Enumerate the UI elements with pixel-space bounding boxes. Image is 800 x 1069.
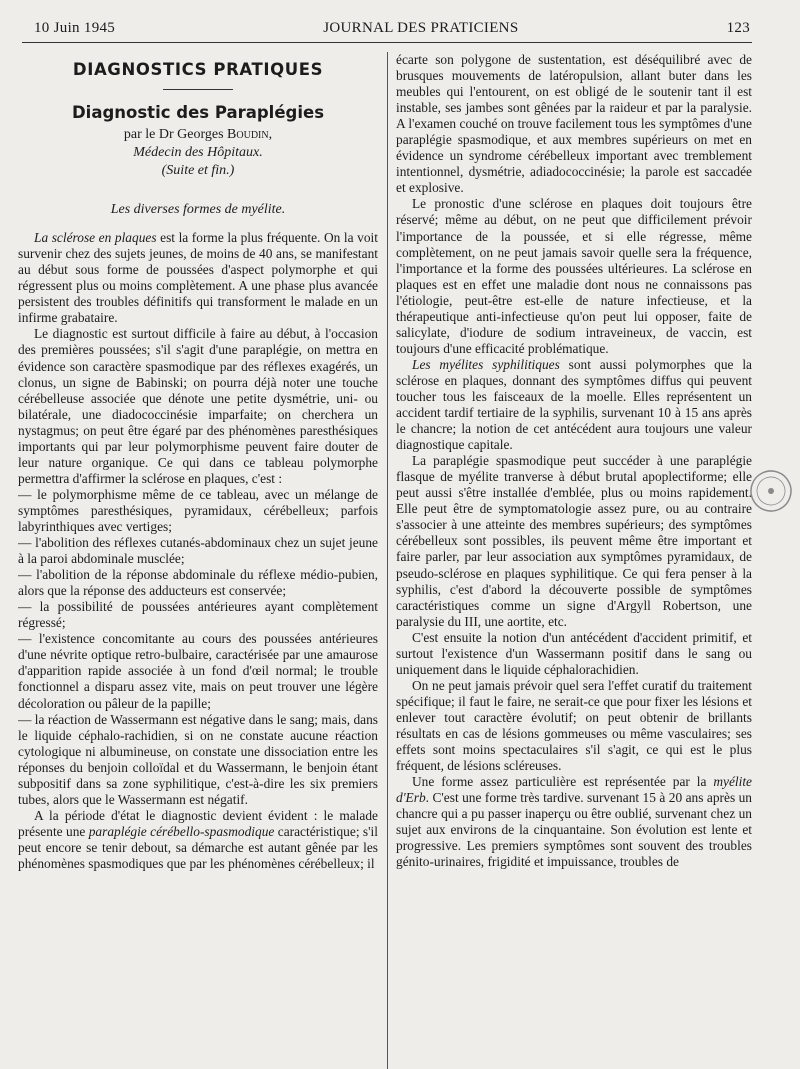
author-title: Médecin des Hôpitaux.	[133, 145, 263, 161]
list-item: — l'existence concomitante au cours des poussées antérieures d'une névrite optique retro-bulbaire, caractérisée par une amaurose d'apparition rapide associée à un fond d'œil normal; le trouble fonctionnel a disparu assez vite, mais on peut trouver une légère décoloration ou pâleur de la papille;	[18, 631, 378, 711]
paragraph: Le pronostic d'une sclérose en plaques doit toujours être réservé; même au début, on ne peut que difficilement prévoir l'importance de la poussée, et si elle régresse, même complètement, on ne peut jamais savoir quelle sera la fréquence, l'importance et la forme des poussées ultérieures. La sclérose en plaques est en effet une maladie dont nous ne connaissons pas l'étiologie, peut-être est-elle de nature infectieuse, et la thérapeutique anti-infectieuse qu'on peut lui opposer, faite de salicylate, d'iodure de sodium intraveineux, de vaccin, est toujours d'une efficacité problématique.	[396, 196, 752, 356]
author-name: Boudin	[227, 127, 269, 143]
paragraph: écarte son polygone de sustentation, est déséquilibré avec de brusques mouvements de latéropulsion, allant buter dans les meubles qui l'entourent, on est obligé de le soutenir tant il est instable, ses jambes sont gênées par la raideur et par la paralysie. A l'examen couché on trouve facilement tous les symptômes d'une paraplégie spasmodique, et aux membres supérieurs on met en évidence un syndrome cérébelleux important avec tremblement intentionnel, dysmétrie, adiadococcinésie; la parole est saccadée et explosive.	[396, 52, 752, 196]
paragraph: La sclérose en plaques est la forme la plus fréquente. On la voit survenir chez des sujets jeunes, de moins de 40 ans, se manifestant au début sous forme de poussées d'aspect polymorphe et qui régressent plus ou moins complètement. A une phase plus avancée persistent des troubles définitifs qui transforment le malade en un infirme grabataire.	[18, 230, 378, 326]
paragraph: Le diagnostic est surtout difficile à faire au début, à l'occasion des premières poussées; s'il s'agit d'une paraplégie, on mettra en évidence son caractère spasmodique par des réflexes exagérés, un clonus, un signe de Babinski; on pourra déjà noter une touche cérébelleuse associée que dénote une petite dysmétrie, uni- ou bilatérale, une diadococcinésie imparfaite; on cherchera un nystagmus; on peut être égaré par des phénomènes paresthésiques importants qui par leur polymorphisme peuvent faire douter de leur nature organique. Ce qui dans ce tableau polymorphe permettra d'affirmer la sclérose en plaques, c'est :	[18, 326, 378, 486]
list-item: — l'abolition des réflexes cutanés-abdominaux chez un sujet jeune à la paroi abdominale musclée;	[18, 535, 378, 567]
journal-title: JOURNAL DES PRATICIENS	[323, 19, 519, 36]
list-item: — la possibilité de poussées antérieures ayant complètement régressé;	[18, 599, 378, 631]
article-title: Diagnostic des Paraplégies	[71, 103, 325, 123]
paragraph: A la période d'état le diagnostic devient évident : le malade présente une paraplégie cérébello-spasmodique caractéristique; s'il peut encore se tenir debout, sa démarche est autant gênée par les phénomènes spasmodiques que par les phénomènes cérébelleux; il	[18, 807, 378, 871]
continuation-note: (Suite et fin.)	[161, 163, 235, 179]
byline	[18, 126, 378, 180]
author-prefix: par le Dr Georges	[123, 127, 228, 143]
page-number: 123	[726, 19, 750, 36]
section-heading: Les diverses formes de myélite.	[110, 202, 286, 218]
list-item: — la réaction de Wassermann est négative dans le sang; mais, dans le liquide céphalo-rachidien, si on ne constate aucune réaction cytologique ni albumineuse, on constate une dissociation entre les réponses du benjoin colloïdal et du Wassermann, le benjoin étant subpositif dans sa zone syphilitique, c'est-à-dire les six premiers tubes, alors que le Wassermann est négatif.	[18, 711, 378, 807]
paragraph: La paraplégie spasmodique peut succéder à une paraplégie flasque de myélite tranverse à début brutal apoplectiforme; elle peut aussi s'être installée d'emblée, plus ou moins rapidement. Elle peut être de symptomatologie assez pure, ou au contraire s'associer à une atteinte des membres supérieurs; des symptômes cérébelleux sont possibles, ils peuvent même être important et faire parler, par leur association aux symptômes pyramidaux, de pseudo-sclérose en plaques syphilitique. Ce qui fera penser à la syphilis, c'est d'abord la découverte possible de symptômes caractéristiques comme un signe d'Argyll Robertson, une paralysie du III, une aortite, etc.	[396, 453, 752, 629]
left-column	[18, 52, 378, 1063]
rubric-rule	[163, 89, 233, 90]
emphasis: myélite d'Erb	[396, 774, 752, 806]
header-rule	[22, 42, 752, 43]
running-head	[34, 16, 750, 40]
right-column	[396, 52, 752, 1063]
list-item: — l'abolition de la réponse abdominale du réflexe médio-pubien, alors que la réponse des adducteurs est conservée;	[18, 567, 378, 599]
issue-date: 10 Juin 1945	[34, 19, 116, 36]
rubric-heading: DIAGNOSTICS PRATIQUES	[72, 60, 324, 79]
emphasis: paraplégie cérébello-spasmodique	[88, 823, 275, 839]
author-suffix: ,	[268, 127, 273, 143]
paragraph: C'est ensuite la notion d'un antécédent d'accident primitif, et surtout l'existence d'un Wassermann positif dans le sang ou uniquement dans le liquide céphalorachidien.	[396, 629, 752, 677]
paragraph: Une forme assez particulière est représentée par la myélite d'Erb. C'est une forme très tardive. survenant 15 à 20 ans après un chancre qui a pu passer inaperçu ou être oublié, survenant chez un sujet aux environs de la cinquantaine. Son évolution est lente et progressive. Les premiers symptômes sont souvent des troubles génito-urinaires, frigidité et impuissance, troubles de	[396, 774, 752, 870]
emphasis: Les myélites syphilitiques	[412, 356, 560, 372]
list-item: — le polymorphisme même de ce tableau, avec un mélange de symptômes paresthésiques, pyramidaux, cérébelleux; parfois labyrinthiques avec vertiges;	[18, 486, 378, 534]
emphasis: La sclérose en plaques	[34, 230, 157, 246]
paragraph: On ne peut jamais prévoir quel sera l'effet curatif du traitement spécifique; il faut le faire, ne serait-ce que pour fixer les lésions et enlever tout caractère évolutif; on peut obtenir de brillants résultats en cas de lésions gommeuses ou même vasculaires; ses effets sont moins spectaculaires s'il s'agit, ce qui est le plus fréquent, de lésions scléreuses.	[396, 677, 752, 774]
column-separator	[387, 52, 388, 1069]
paragraph: Les myélites syphilitiques sont aussi polymorphes que la sclérose en plaques, donnant des symptômes diffus qui peuvent toucher tous les faisceaux de la moelle. Elles représentent un accident tardif tertiaire de la syphilis, survenant 10 à 15 ans après le chancre; la notion de cet antécédent aura toujours une valeur diagnostique capitale.	[396, 356, 752, 453]
